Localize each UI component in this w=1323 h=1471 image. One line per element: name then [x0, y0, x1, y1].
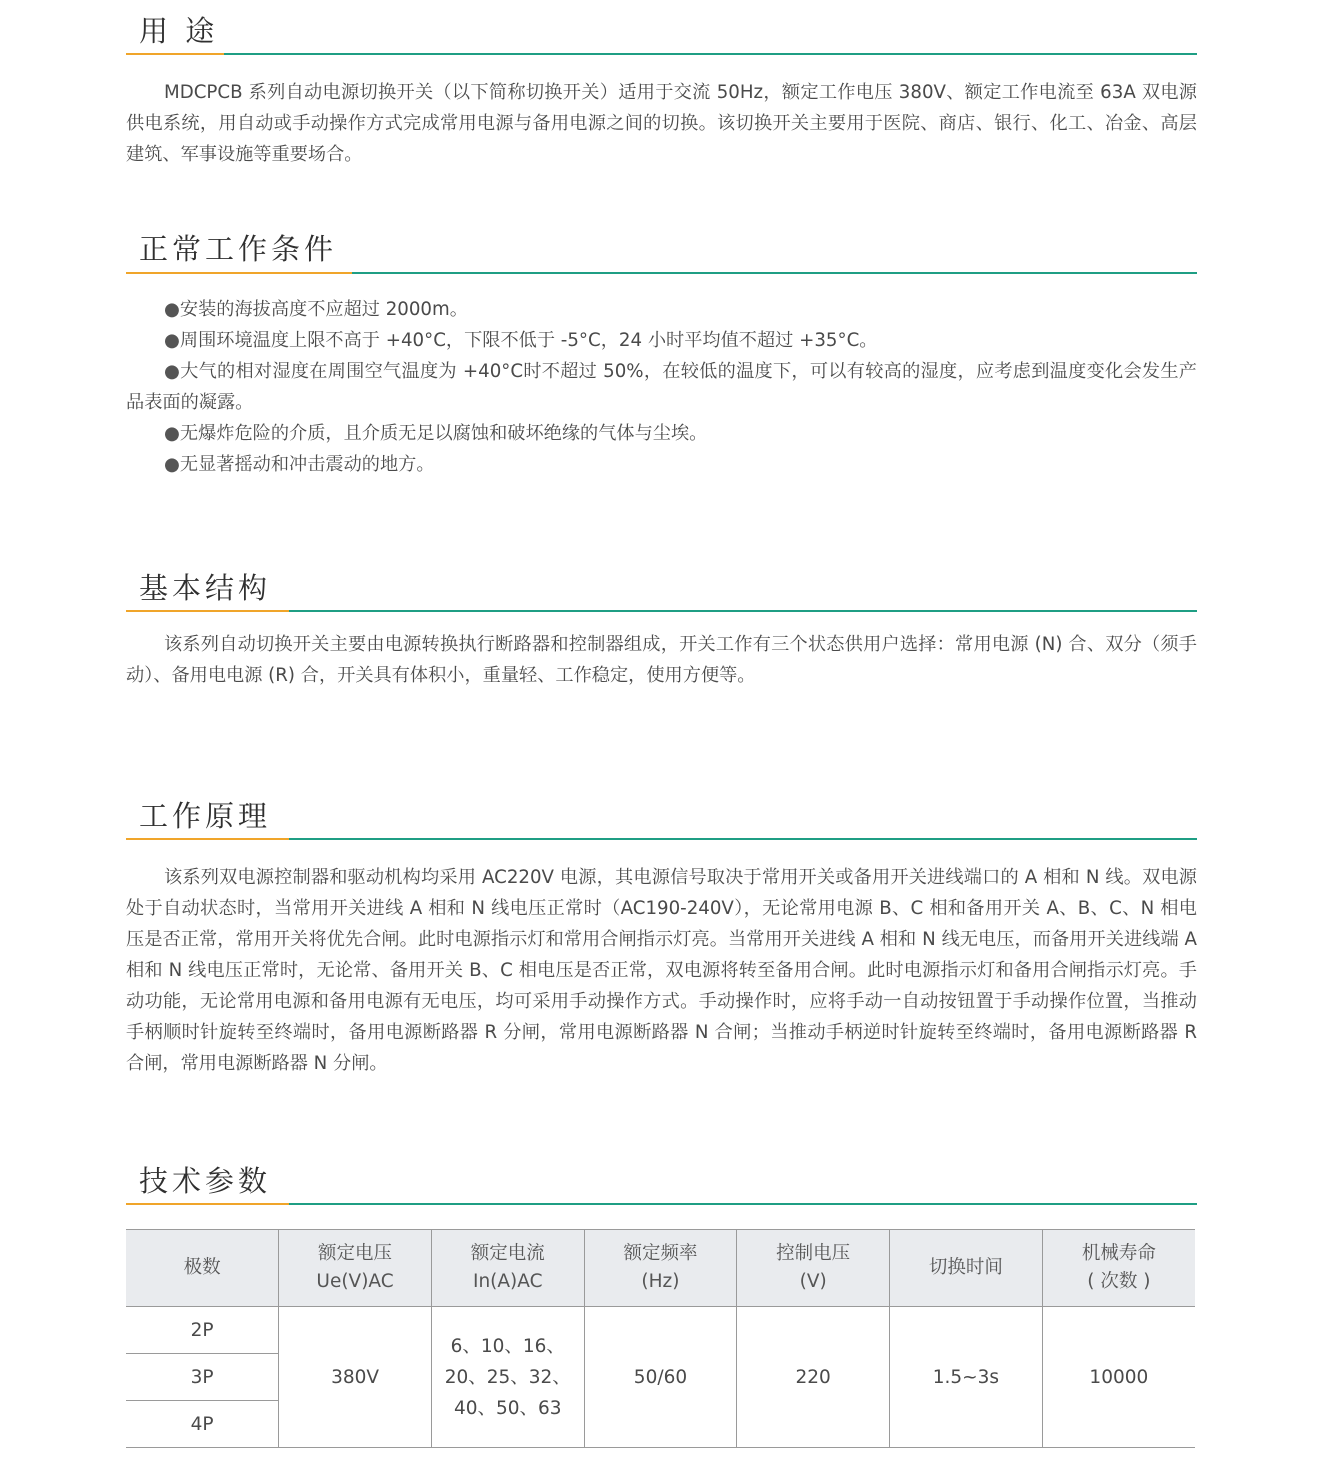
bullet-dot-icon: ●	[164, 454, 180, 475]
header-switch-time: 切换时间	[890, 1230, 1043, 1307]
condition-item: ●无显著摇动和冲击震动的地方。	[164, 454, 435, 475]
mech-life-cell: 10000	[1042, 1307, 1195, 1448]
current-cell: 6、10、16、 20、25、32、 40、50、63	[431, 1307, 584, 1448]
rule-accent-orange	[126, 610, 289, 612]
frequency-cell: 50/60	[584, 1307, 737, 1448]
bullet-dot-icon: ●	[164, 299, 180, 320]
spec-header-row	[126, 1230, 1195, 1307]
bullet-dot-icon: ●	[164, 330, 180, 351]
rule-accent-orange	[126, 1203, 289, 1205]
heading-title: 基本结构	[139, 571, 272, 605]
heading-rule	[126, 53, 1197, 55]
heading-title: 技术参数	[139, 1164, 272, 1198]
structure-text: 该系列自动切换开关主要由电源转换执行断路器和控制器组成，开关工作有三个状态供用户选择：常用电源 (N) 合、双分（须手动）、备用电电源 (R) 合，开关具有体积小，重量轻、工作稳定，使用方便等。	[126, 634, 1197, 686]
rule-accent-teal	[224, 53, 1197, 55]
switch-time-cell: 1.5~3s	[890, 1307, 1043, 1448]
heading-title: 正常工作条件	[139, 232, 338, 266]
condition-item: ●周围环境温度上限不高于 +40°C，下限不低于 -5°C，24 小时平均值不超过 +35°C。	[164, 330, 878, 351]
rule-accent-orange	[126, 53, 224, 55]
structure-paragraph	[126, 629, 1197, 691]
spec-table	[126, 1229, 1195, 1448]
header-rated-frequency: 额定频率 (Hz)	[584, 1230, 737, 1307]
pole-cell: 2P	[126, 1307, 279, 1354]
usage-text: MDCPCB 系列自动电源切换开关（以下简称切换开关）适用于交流 50Hz，额定工作电压 380V、额定工作电流至 63A 双电源供电系统，用自动或手动操作方式完成常用电源与备用电源之间的切换。该切换开关主要用于医院、商店、银行、化工、冶金、高层建筑、军事设施等重要场合。	[126, 82, 1197, 165]
heading-rule	[126, 272, 1197, 274]
bullet-dot-icon: ●	[164, 361, 181, 382]
condition-item: ●无爆炸危险的介质，且介质无足以腐蚀和破坏绝缘的气体与尘埃。	[164, 423, 708, 444]
table-row	[126, 1307, 1195, 1354]
pole-cell: 4P	[126, 1401, 279, 1448]
condition-item: ●大气的相对湿度在周围空气温度为 +40°C时不超过 50%，在较低的温度下，可以有较高的湿度，应考虑到温度变化会发生产品表面的凝露。	[126, 361, 1197, 413]
conditions-list	[126, 294, 1197, 480]
rule-accent-teal	[352, 272, 1197, 274]
pole-cell: 3P	[126, 1354, 279, 1401]
header-rated-voltage: 额定电压 Ue(V)AC	[279, 1230, 432, 1307]
heading-rule	[126, 610, 1197, 612]
usage-paragraph	[126, 77, 1197, 170]
bullet-dot-icon: ●	[164, 423, 180, 444]
rule-accent-orange	[126, 272, 352, 274]
heading-rule	[126, 1203, 1197, 1205]
control-voltage-cell: 220	[737, 1307, 890, 1448]
principle-text: 该系列双电源控制器和驱动机构均采用 AC220V 电源，其电源信号取决于常用开关或备用开关进线端口的 A 相和 N 线。双电源处于自动状态时，当常用开关进线 A 相和 N 线电压正常时（AC190-240V），无论常用电源 B、C 相和备用开关 A、B、C、N 相电压是否正常，常用开关将优先合闸。此时电源指示灯和常用合闸指示灯亮。当常用开关进线 A 相和 N 线无电压，而备用开关进线端 A 相和 N 线电压正常时，无论常、备用开关 B、C 相电压是否正常，双电源将转至备用合闸。此时电源指示灯和备用合闸指示灯亮。手动功能，无论常用电源和备用电源有无电压，均可采用手动操作方式。手动操作时，应将手动一自动按钮置于手动操作位置，当推动手柄顺时针旋转至终端时，备用电源断路器 R 分闸，常用电源断路器 N 合闸；当推动手柄逆时针旋转至终端时，备用电源断路器 R 合闸，常用电源断路器 N 分闸。	[126, 867, 1197, 1074]
principle-paragraph	[126, 862, 1197, 1079]
header-poles: 极数	[126, 1230, 279, 1307]
rule-accent-teal	[289, 610, 1197, 612]
header-control-voltage: 控制电压 (V)	[737, 1230, 890, 1307]
voltage-cell: 380V	[279, 1307, 432, 1448]
heading-title: 用 途	[139, 14, 219, 48]
rule-accent-teal	[289, 838, 1197, 840]
heading-rule	[126, 838, 1197, 840]
header-mechanical-life: 机械寿命 ( 次数 )	[1042, 1230, 1195, 1307]
header-rated-current: 额定电流 In(A)AC	[431, 1230, 584, 1307]
condition-item: ●安装的海拔高度不应超过 2000m。	[164, 299, 468, 320]
rule-accent-orange	[126, 838, 289, 840]
heading-title: 工作原理	[139, 799, 272, 833]
rule-accent-teal	[289, 1203, 1197, 1205]
